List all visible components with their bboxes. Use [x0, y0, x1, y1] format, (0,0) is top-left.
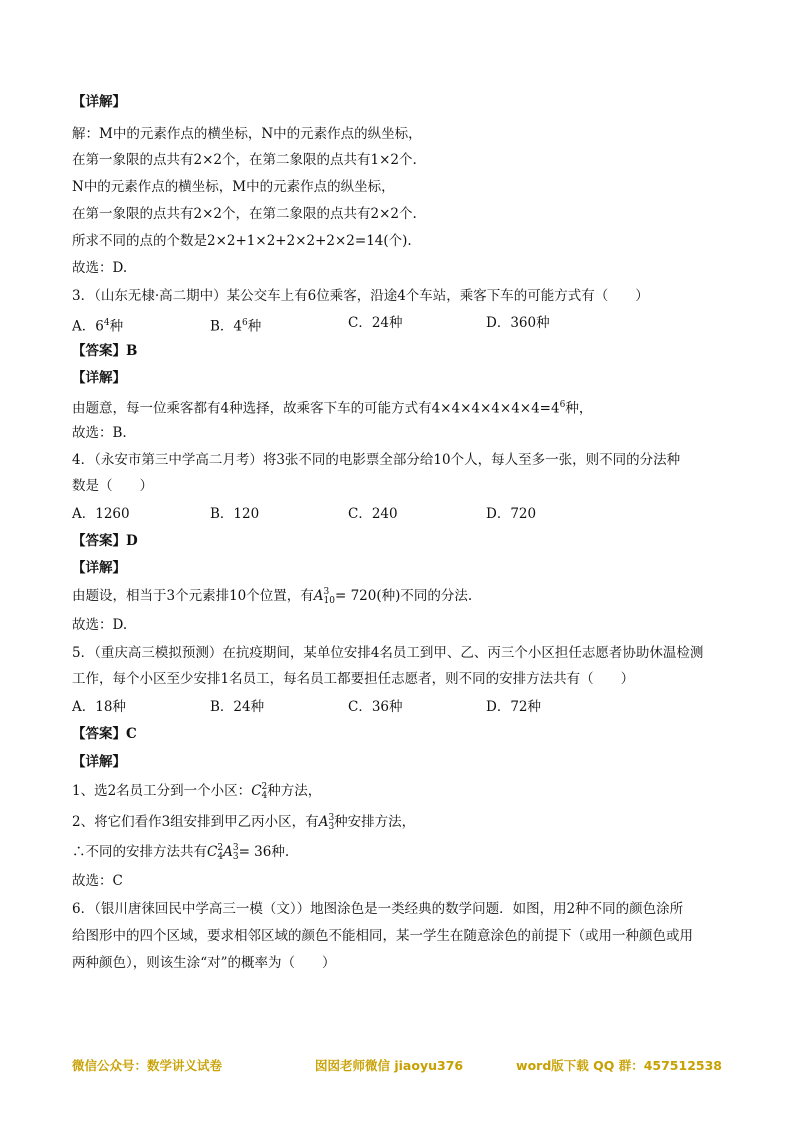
step-3: ∴不同的安排方法共有C 2 4 A 3 3 = 36种.: [72, 842, 290, 862]
question-4: 4．（永安市第三中学高二月考）将3张不同的电影票全部分给10个人，每人至多一张，则不同的分法种: [72, 452, 681, 468]
solution-line: 解：M中的元素作点的横坐标，N中的元素作点的纵坐标，: [72, 126, 422, 142]
option-d: D．720: [486, 506, 537, 522]
step-2: 2、将它们看作3组安排到甲乙丙小区，有A 3 3 种安排方法，: [72, 812, 416, 832]
question-5: 5．（重庆高三模拟预测）在抗疫期间，某单位安排4名员工到甲、乙、丙三个小区担任志愿者协助休温检测: [72, 645, 704, 661]
question-6-cont: 两种颜色），则该生涂“对”的概率为（ ）: [72, 955, 336, 971]
selection-line: 故选：C: [72, 873, 123, 889]
explanation-3: 由题意，每一位乘客都有4种选择，故乘客下车的可能方式有$4\times 4\times 4\times 4\times 4\times 4=4^6$种，: [72, 400, 593, 417]
option-c: C．36种: [348, 699, 403, 715]
option-d: D．360种: [486, 315, 550, 331]
footer-qq-group: word版下载 QQ 群：457512538: [516, 1058, 722, 1073]
option-b: B．120: [210, 506, 260, 522]
solution-line: 在第一象限的点共有2×2个，在第二象限的点共有1×2个.: [72, 152, 417, 168]
solution-line: N中的元素作点的横坐标，M中的元素作点的纵坐标，: [72, 179, 395, 195]
answer-label: 【答案】B: [72, 343, 138, 359]
footer-wechat-account: 微信公众号：数学讲义试卷: [72, 1058, 223, 1073]
answer-label: 【答案】C: [72, 726, 137, 742]
detail-heading: 【详解】: [72, 754, 126, 770]
explanation-4: 由题设，相当于3个元素排10个位置，有A 3 10 = 720(种)不同的分法.: [72, 586, 473, 606]
question-3: 3．（山东无棣·高二期中）某公交车上有6位乘客，沿途4个车站，乘客下车的可能方式有（ ）: [72, 288, 649, 304]
option-b: B．$4^6$种: [210, 318, 262, 335]
option-d: D．72种: [486, 699, 542, 715]
option-a: A．1260: [72, 506, 130, 522]
selection-line: 故选：D.: [72, 617, 128, 633]
option-a: A．18种: [72, 699, 126, 715]
option-c: C．24种: [348, 315, 403, 331]
option-a: A．$6^4$种: [72, 318, 124, 335]
question-5-cont: 工作，每个小区至少安排1名员工，每名员工都要担任志愿者，则不同的安排方法共有（ ）: [72, 671, 635, 687]
answer-label: 【答案】D: [72, 533, 138, 549]
detail-heading: 【详解】: [72, 560, 126, 576]
selection-line: 故选：B.: [72, 425, 127, 441]
step-1: 1、选2名员工分到一个小区：C 2 4 种方法，: [72, 781, 322, 801]
selection-line: 故选：D.: [72, 260, 128, 276]
question-6-cont: 给图形中的四个区域，要求相邻区域的颜色不能相同，某一学生在随意涂色的前提下（或用一种颜色或用: [72, 928, 693, 944]
option-b: B．24种: [210, 699, 265, 715]
solution-line: 在第一象限的点共有2×2个，在第二象限的点共有2×2个.: [72, 206, 417, 222]
detail-heading: 【详解】: [72, 370, 126, 386]
page-footer: [72, 1056, 722, 1076]
solution-line: 所求不同的点的个数是2×2+1×2+2×2+2×2=14(个).: [72, 233, 412, 249]
question-6: 6．（银川唐徕回民中学高三一模（文））地图涂色是一类经典的数学问题．如图，用2种不同的颜色涂所: [72, 901, 684, 917]
option-c: C．240: [348, 506, 398, 522]
detail-heading: 【详解】: [72, 94, 126, 110]
footer-teacher-wechat: 囡囡老师微信 jiaoyu376: [315, 1058, 464, 1073]
question-4-cont: 数是（ ）: [72, 478, 153, 494]
